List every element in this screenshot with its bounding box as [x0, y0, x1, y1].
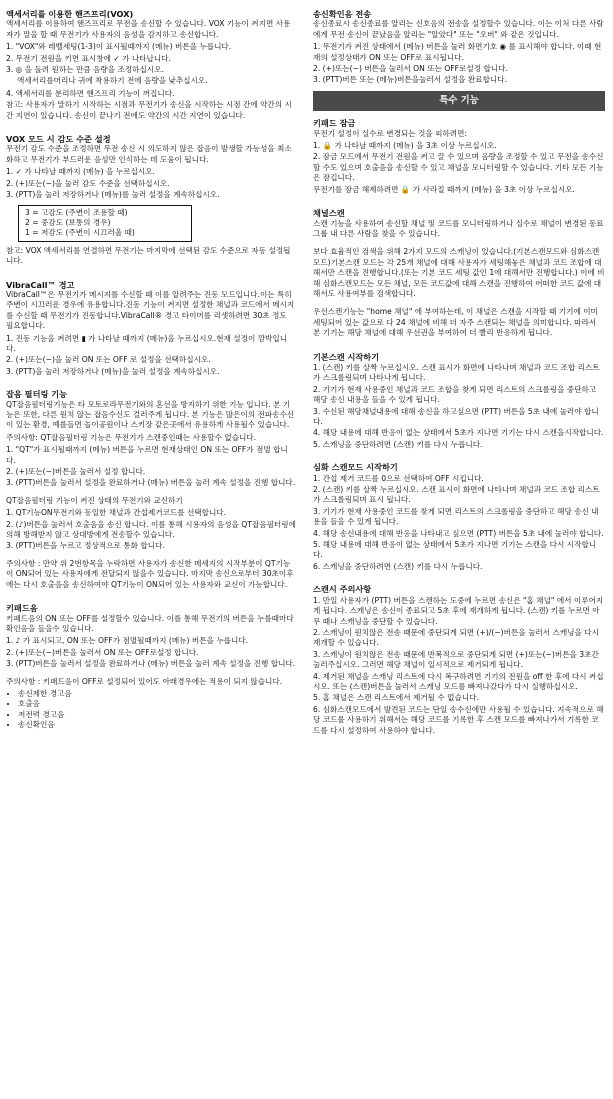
sensitivity-level-line: 3 = 고감도 (주변이 조용할 때) — [25, 207, 128, 217]
section-heading: 송신확인음 전송 — [313, 9, 372, 19]
numbered-step: 3. 기기가 현재 사용중인 코드를 찾게 되면 리스트의 스크롤링을 중단하고 해당 송신 내용을 들을 수 있게 됩니다. — [313, 506, 599, 527]
paragraph: QT잡음필터링 기능이 켜진 상태의 무전기와 교신하기 — [6, 495, 183, 505]
numbered-step: 3. (PTT)을 눌러 저장하거나 (메뉴)을 눌러 설정을 계속하십시오. — [6, 366, 220, 376]
sensitivity-level-line: 1 = 저감도 (주변이 시끄러울 때) — [25, 228, 135, 238]
numbered-step: 2. 기기가 현재 사용중인 채널과 코드 조합을 찾게 되면 리스트의 스크롤링을 중단하고 해당 송신 내용을 들을 수 있게 됩니다. — [313, 384, 597, 405]
paragraph: 주의사항 : 만약 위 2번항목을 누락하면 사용자가 송신한 메세지의 시작부분이 QT기능이 ON되어 있는 사용자에게 전달되지 않을수 있습니다. 마지막 송신으로부터 30초이후에는 다시 호출음을 송신하여야 QT기능이 ON되어 있는 사용자와 교신이 가능합니다. — [6, 558, 294, 589]
numbered-step: 5. 스캐닝을 중단하려면 (스캔) 키를 다시 누릅니다. — [313, 439, 483, 449]
numbered-step: 3. (PTT)버튼을 누르고 정상적으로 통화 합니다. — [6, 541, 165, 551]
numbered-step: 2. (+)또는(−) 버튼을 눌러서 ON 또는 OFF로설정 합니다. — [313, 64, 508, 74]
sensitivity-level-line: 2 = 중감도 (보통의 경우) — [25, 217, 111, 227]
numbered-step: 4. 해당 내용에 대해 반응이 없는 상태에서 5초가 지나면 기기는 다시 스캔을시작합니다. — [313, 428, 604, 438]
bullet-item: • 저전력 경고음 — [18, 710, 296, 720]
numbered-step: 1. (스캔) 키를 살짝 누르십시오. 스캔 표시가 화면에 나타나며 채널과 코드 조합 리스트가 스크롤링되며 나타나게 됩니다. — [313, 362, 600, 383]
numbered-step: 2. (스캔) 키를 살짝 누르십시오. 스캔 표시이 화면에 나타나며 채널과 코드 조합 리스트가 스크롤링되며 표시 됩니다. — [313, 485, 600, 505]
numbered-step: 3. (PTT)버튼을 눌러서 설정을 완료하거나 (메뉴) 버튼을 눌러 계속 설정을 진행 합니다. — [6, 659, 296, 669]
right-column — [313, 4, 605, 737]
numbered-step: 1. ♪ 가 표시되고, ON 또는 OFF가 점멸될때까지 (메뉴) 버튼을 누릅니다. — [6, 636, 249, 646]
numbered-step: 6. 스캐닝을 중단하려면 (스캔) 키를 다시 누릅니다. — [313, 561, 483, 571]
numbered-step: 3. (PTT)을 눌러 저장하거나 (메뉴)를 눌러 설정을 계속하십시오. — [6, 190, 220, 200]
left-column — [6, 4, 296, 731]
paragraph: 송신종료시 송신종료를 알리는 신호음의 전송을 설정할수 있습니다. 이는 이처 다른 사람에게 무전 송신이 끝났음을 알리는 "알았다" 또는 "오버" 와 같은 것입니다. — [313, 19, 604, 39]
section-heading: 키패드음 — [6, 603, 38, 614]
section-heading: 기본스캔 시작하기 — [313, 351, 380, 362]
paragraph: 무전기를 잠금 해제하려면 🔒 가 사라질 때까지 (메뉴) 을 3초 이상 누르십시오. — [313, 184, 575, 194]
bullet-item: • 송신제한 경고음 — [18, 689, 296, 699]
numbered-step: 1. 진동 기능을 켜려면 ▮ 가 나타날 때까지 (메뉴)을 누르십시오.현재 설정이 깜박입니다. — [6, 333, 288, 353]
paragraph: QT잡음필터링기능은 타 모토로라무전기와의 혼선을 방지하기 위한 기능 입니다. 본 기능은 또한, 다른 원치 않는 잡음수신도 걸러주게 됩니다. 본 기능은 많은이의 전파송수신이 있는 환경, 예를들면 놀이공원이나 스키장 같은곳에서 유용하게 사용될수 있습니다. — [6, 399, 295, 430]
numbered-step: 2. (+)또는(−)을 눌러 ON 또는 OFF 로 설정을 선택하십시오. — [6, 355, 211, 365]
spacer — [313, 197, 605, 203]
numbered-step: 1. ✓ 가 나타날 때까지 (메뉴) 을 누르십시오. — [6, 167, 155, 177]
numbered-step: 1. "QT"가 표시될때까지 (메뉴) 버튼을 누르면 현재상태인 ON 또는 OFF가 점멸 합니다. — [6, 445, 288, 465]
numbered-step: 5. 홈 채널은 스캔 리스트에서 제거될 수 없습니다. — [313, 693, 479, 703]
numbered-step: 2. (+)또는(−)을 눌러 감도 수준을 선택하십시오. — [6, 178, 170, 188]
spacer — [6, 123, 296, 129]
numbered-step: 3. 수신된 해당채널내용에 대해 송신을 하고싶으면 (PTT) 버튼을 5초 내에 눌러야 합니다. — [313, 406, 599, 426]
section-banner: 특수 기능 — [313, 91, 605, 111]
numbered-step: 3. 스캐닝이 원치않은 전송 때문에 반복적으로 중단되게 되면 (+)또는(−)버튼을 3초간 눌러주십시오. 그러면 해당 채널이 일시적으로 제거되게 됩니다. — [313, 649, 599, 670]
paragraph: 참고: VOX 액세서리를 연결하면 무전기는 마지막에 선택된 감도 수준으로 자동 설정됩니다. — [6, 245, 291, 266]
section-heading: 잡음 필터링 기능 — [6, 389, 68, 400]
paragraph: 우선스캔기능는 "home 채널" 에 부여하는데, 이 채널은 스캔을 시작할 때 기기에 이미 세팅되어 있는 값으로 다 24 채널에 비해 더 자주 스캔되는 채널을 의미합니다. 따라서 본 기기는 해당 채널에 대해 우선권을 부여하여 더 빨리 반응하게 됩니다. — [313, 307, 598, 338]
paragraph: 무전기 감도 수준을 조정하면 무전 송신 시 의도하지 않은 잡음이 발생할 가능성을 최소화하고 무전기가 부드러운 음성만 인식하는 데 도움이 됩니다. — [6, 144, 292, 164]
numbered-step: 1. 간섭 제거 코드를 0으로 선택하여 OFF 시킵니다. — [313, 473, 484, 483]
numbered-step: 2. (+)또는(−)버튼을 눌러서 설정 합니다. — [6, 467, 146, 477]
numbered-step: 4. 액세서리를 분리하면 핸즈프리 기능이 꺼집니다. — [6, 88, 175, 98]
numbered-step: 4. 제거된 채널을 스캐닝 리스트에 다시 복구하려면 기기의 전원을 off 한 후에 다시 켜십시오. 또는 (스캔)버튼을 눌러서 스캐닝 모드를 빠져나갔다가 다시 실행하십시오. — [313, 671, 604, 691]
section-heading: 채널스캔 — [313, 208, 345, 219]
spacer — [6, 592, 296, 598]
paragraph: 키패드음의 ON 또는 OFF를 설정할수 있습니다. 이를 통해 무전기의 버튼을 누를때마다 확인음을 들을수 있습니다. — [6, 613, 294, 633]
spacer — [313, 573, 605, 579]
paragraph: 스캔 기능을 사용하여 송신할 채널 및 코드를 모니터링하거나 실수로 채널이 변경된 동료 그룹 내 다른 사람을 찾을 수 있습니다. — [313, 218, 604, 238]
section-heading: 심화 스캔모드 시작하기 — [313, 462, 398, 473]
numbered-step: 1. 만일 사용자가 (PTT) 버튼을 스캔하는 도중에 누르면 송신은 "홈 채널" 에서 이루어지게 됩니다. 스캐닝은 송신이 종료되고 5초 후에 재개하게 됩니다. (스캔) 키를 누르면 아무 때나 스캐닝을 중단할 수 있습니다. — [313, 595, 604, 626]
section-heading: 스캔시 주의사항 — [313, 584, 372, 595]
spacer — [6, 269, 296, 275]
numbered-step: 2. 잠금 모드에서 무전기 전원을 켜고 끌 수 있으며 음량을 조정할 수 있고 무전을 송수신할 수도 있으며 호출음을 송신할 수 있고 채널을 모니터링할 수 있습니다. 기타 모든 기능은 잠깁니다. — [313, 152, 604, 183]
paragraph: 무전기 설정이 실수로 변경되는 것을 피하려면: — [313, 128, 468, 138]
numbered-step: 2. 스캐닝이 원치않은 전송 때문에 중단되게 되면 (+)/(−)버튼을 눌러서 스캐닝을 다시 재개할 수 있습니다. — [313, 627, 599, 648]
paragraph: 참고: 사용자가 말하기 시작하는 시점과 무전기가 송신을 시작하는 시점 간에 약간의 시간 지연이 있습니다. 송신이 끝나기 전에도 약간의 시간 지연이 있습니다. — [6, 100, 292, 120]
numbered-step: 3. ◎ 을 돌려 원하는 만큼 음량을 조정하십시오. — [6, 65, 164, 75]
bullet-list — [6, 689, 296, 731]
spacer — [6, 378, 296, 384]
numbered-step: 1. "VOX"와 레벨세팅(1-3)이 표시될때까지 (메뉴) 버튼을 누릅니다. — [6, 42, 232, 52]
numbered-step: 2. (+)또는(−)버튼을 눌러서 ON 또는 OFF로설정 합니다. — [6, 647, 199, 657]
numbered-step: 3. (PTT)버튼을 눌러서 설정을 완료하거나 (메뉴) 버튼을 눌러 계속 설정을 진행 합니다. — [6, 478, 296, 488]
section-heading: 키패드 잠금 — [313, 118, 356, 129]
section-heading: VibraCall™ 경고 — [6, 279, 75, 290]
numbered-step: 2. (♪)버튼을 눌러서 호출음을 송신 합니다. 이를 통해 시용자의 음성을 QT잡음필터링에 의해 방해받지 않고 상대방에게 전송할수 있습니다. — [6, 519, 296, 540]
numbered-step: 4. 해당 송신내용에 대해 반응을 나타내고 싶으면 (PTT) 버튼을 5초 내에 눌러야 합니다. — [313, 528, 604, 538]
section-heading: VOX 모드 시 감도 수준 설정 — [6, 134, 111, 145]
paragraph: 액세서리를머리나 귀에 착용하기 전에 음량을 낮추십시오. — [17, 76, 208, 86]
paragraph: 보다 효율적인 검색을 위해 2가지 모드의 스캐닝이 있습니다.(기본스캔모드와 심화스캔모드)기본스캔 모드는 각 25개 채널에 대해 사용자가 세팅해놓은 채널과 코드 조합에 대해서만 스캔을 진행합니다.(또는 기본 코드 세팅 값인 1에 대해서만 진행합니다.) 이에 비해 심화스캔모드는 모든 채널, 모든 코드값에 대해 스캔을 진행하여 어떠한 코드 값에 대해서도 사용여부를 검색합니다. — [313, 247, 605, 298]
paragraph: VibraCall™은 무전기가 메시지를 수신할 때 이를 알려주는 진동 모드입니다.이는 특히 주변이 시끄러운 경우에 유용합니다.진동 기능이 켜지면 설정한 채널과 코드에서 메시지를 수신할 때 무전기가 진동합니다.VibraCall® 경고 타이머를 리셋하려면 30초 정도 필요합니다. — [6, 289, 295, 331]
paragraph: 주의사항 : 키패드음이 OFF로 설정되어 있어도 아래경우에는 적용이 되지 않습니다. — [6, 676, 283, 686]
spacer — [313, 341, 605, 347]
section-heading: 액세서리를 이용한 핸즈프리(VOX) — [6, 9, 134, 19]
numbered-step: 1. 무전기가 켜진 상태에서 (메뉴) 버튼을 눌러 화면기호 ◉ 를 표시해야 합니다. 이때 현재의 설정상태가 ON 또는 OFF로 표시됩니다. — [313, 42, 602, 62]
numbered-step: 1. QT기능ON무전기와 동일한 채널과 간섭제거코드를 선택합니다. — [6, 508, 227, 518]
paragraph: 주의사항: QT잡음필터링 기능은 무전기가 스캔중인때는 사용할수 없습니다. — [6, 432, 257, 442]
sensitivity-level-box — [18, 205, 192, 242]
numbered-step: 2. 무전기 전원을 키면 표시창에 ✓ 가 나타납니다. — [6, 53, 171, 63]
paragraph: 액세서리를 이용하여 핸즈프리로 무전을 송신할 수 있습니다. VOX 기능이 켜지면 사용자가 말을 할 때 무전기가 사용자의 음성을 감지하고 송신합니다. — [6, 19, 291, 39]
numbered-step: 5. 해당 내용에 대해 반응이 없는 상태에서 5초가 지나면 기기는 스캔을 다시 시작합니다. — [313, 540, 597, 560]
numbered-step: 6. 심화스캔모드에서 발견된 코드는 단일 송수신에만 사용될 수 있습니다. 지속적으로 해당 코드를 사용하기 위해서는 해당 코드를 기록한 후 스캔 모드를 빠져나가서 기록한 코드를 다시 설정하여 사용하야 합니다. — [313, 704, 604, 735]
spacer — [313, 451, 605, 457]
bullet-item: • 호출음 — [18, 699, 296, 709]
bullet-item: • 송신확인음 — [18, 720, 296, 730]
numbered-step: 1. 🔒 가 나타날 때까지 (메뉴) 을 3초 이상 누르십시오. — [313, 141, 497, 151]
numbered-step: 3. (PTT)버튼 또는 (메뉴)버튼을눌러서 설정을 완료합니다. — [313, 75, 508, 85]
